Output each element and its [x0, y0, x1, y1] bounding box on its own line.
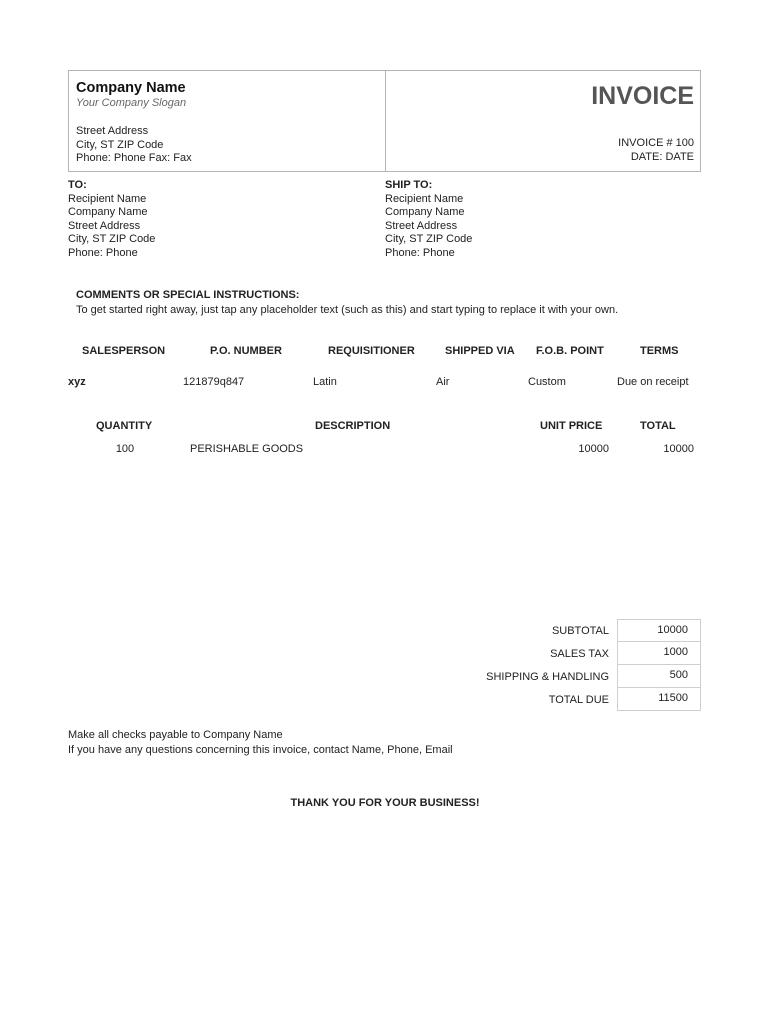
header-fob-point: F.O.B. POINT — [536, 345, 604, 357]
questions-note[interactable]: If you have any questions concerning this invoice, contact Name, Phone, Email — [68, 744, 453, 756]
header-total: TOTAL — [640, 420, 676, 432]
comments-text[interactable]: To get started right away, just tap any placeholder text (such as this) and start typing to replace it with your own. — [76, 304, 619, 316]
total-due-value: 11500 — [617, 688, 701, 711]
header-divider — [385, 71, 386, 171]
bill-to-recipient[interactable]: Recipient Name — [68, 192, 147, 205]
bill-to-street[interactable]: Street Address — [68, 219, 141, 232]
ship-to-street[interactable]: Street Address — [385, 219, 458, 232]
total-due-label: TOTAL DUE — [548, 694, 609, 706]
thank-you-message: THANK YOU FOR YOUR BUSINESS! — [290, 797, 480, 809]
item-quantity[interactable]: 100 — [115, 443, 135, 455]
sales-tax-value[interactable]: 1000 — [617, 642, 701, 665]
comments-label: COMMENTS OR SPECIAL INSTRUCTIONS: — [76, 289, 300, 301]
cell-po-number[interactable]: 121879q847 — [183, 376, 245, 388]
invoice-date[interactable]: DATE: DATE — [630, 150, 694, 163]
header-unit-price: UNIT PRICE — [540, 420, 603, 432]
header-requisitioner: REQUISITIONER — [328, 345, 415, 357]
company-slogan[interactable]: Your Company Slogan — [76, 97, 187, 109]
invoice-title: INVOICE — [591, 82, 694, 110]
company-address — [76, 125, 192, 166]
subtotal-label: SUBTOTAL — [551, 625, 609, 637]
header-terms: TERMS — [640, 345, 679, 357]
ship-to-block — [385, 179, 472, 260]
cell-fob-point[interactable]: Custom — [528, 376, 566, 388]
checks-payable-note[interactable]: Make all checks payable to Company Name — [68, 729, 283, 741]
shipping-label: SHIPPING & HANDLING — [486, 671, 609, 683]
invoice-number[interactable]: INVOICE # 100 — [618, 137, 694, 149]
company-city[interactable]: City, ST ZIP Code — [76, 138, 164, 151]
cell-requisitioner[interactable]: Latin — [313, 376, 337, 388]
bill-to-city[interactable]: City, ST ZIP Code — [68, 233, 156, 245]
bill-to-block — [68, 179, 155, 260]
sales-tax-label: SALES TAX — [550, 648, 609, 660]
ship-to-city[interactable]: City, ST ZIP Code — [385, 233, 473, 245]
company-street[interactable]: Street Address — [76, 125, 149, 137]
ship-to-recipient[interactable]: Recipient Name — [385, 192, 464, 205]
company-name[interactable]: Company Name — [76, 80, 186, 96]
item-total: 10000 — [663, 443, 694, 455]
header-salesperson: SALESPERSON — [82, 345, 166, 357]
cell-terms[interactable]: Due on receipt — [617, 376, 689, 388]
bill-to-phone[interactable]: Phone: Phone — [68, 246, 138, 259]
ship-to-company[interactable]: Company Name — [385, 206, 465, 218]
ship-to-phone[interactable]: Phone: Phone — [385, 246, 455, 259]
bill-to-company[interactable]: Company Name — [68, 206, 148, 218]
item-unit-price[interactable]: 10000 — [578, 443, 609, 455]
header-po-number: P.O. NUMBER — [210, 345, 282, 357]
item-description[interactable]: PERISHABLE GOODS — [190, 443, 304, 455]
shipping-value[interactable]: 500 — [617, 665, 701, 688]
cell-salesperson[interactable]: xyz — [68, 376, 86, 388]
invoice-header — [68, 70, 701, 172]
bill-to-label: TO: — [68, 179, 87, 191]
header-description: DESCRIPTION — [315, 420, 391, 432]
header-quantity: QUANTITY — [96, 420, 153, 432]
ship-to-label: SHIP TO: — [385, 179, 433, 191]
subtotal-value: 10000 — [617, 619, 701, 642]
company-phone[interactable]: Phone: Phone Fax: Fax — [76, 152, 192, 164]
cell-shipped-via[interactable]: Air — [436, 376, 450, 388]
header-shipped-via: SHIPPED VIA — [445, 345, 515, 357]
invoice-meta — [618, 137, 694, 164]
